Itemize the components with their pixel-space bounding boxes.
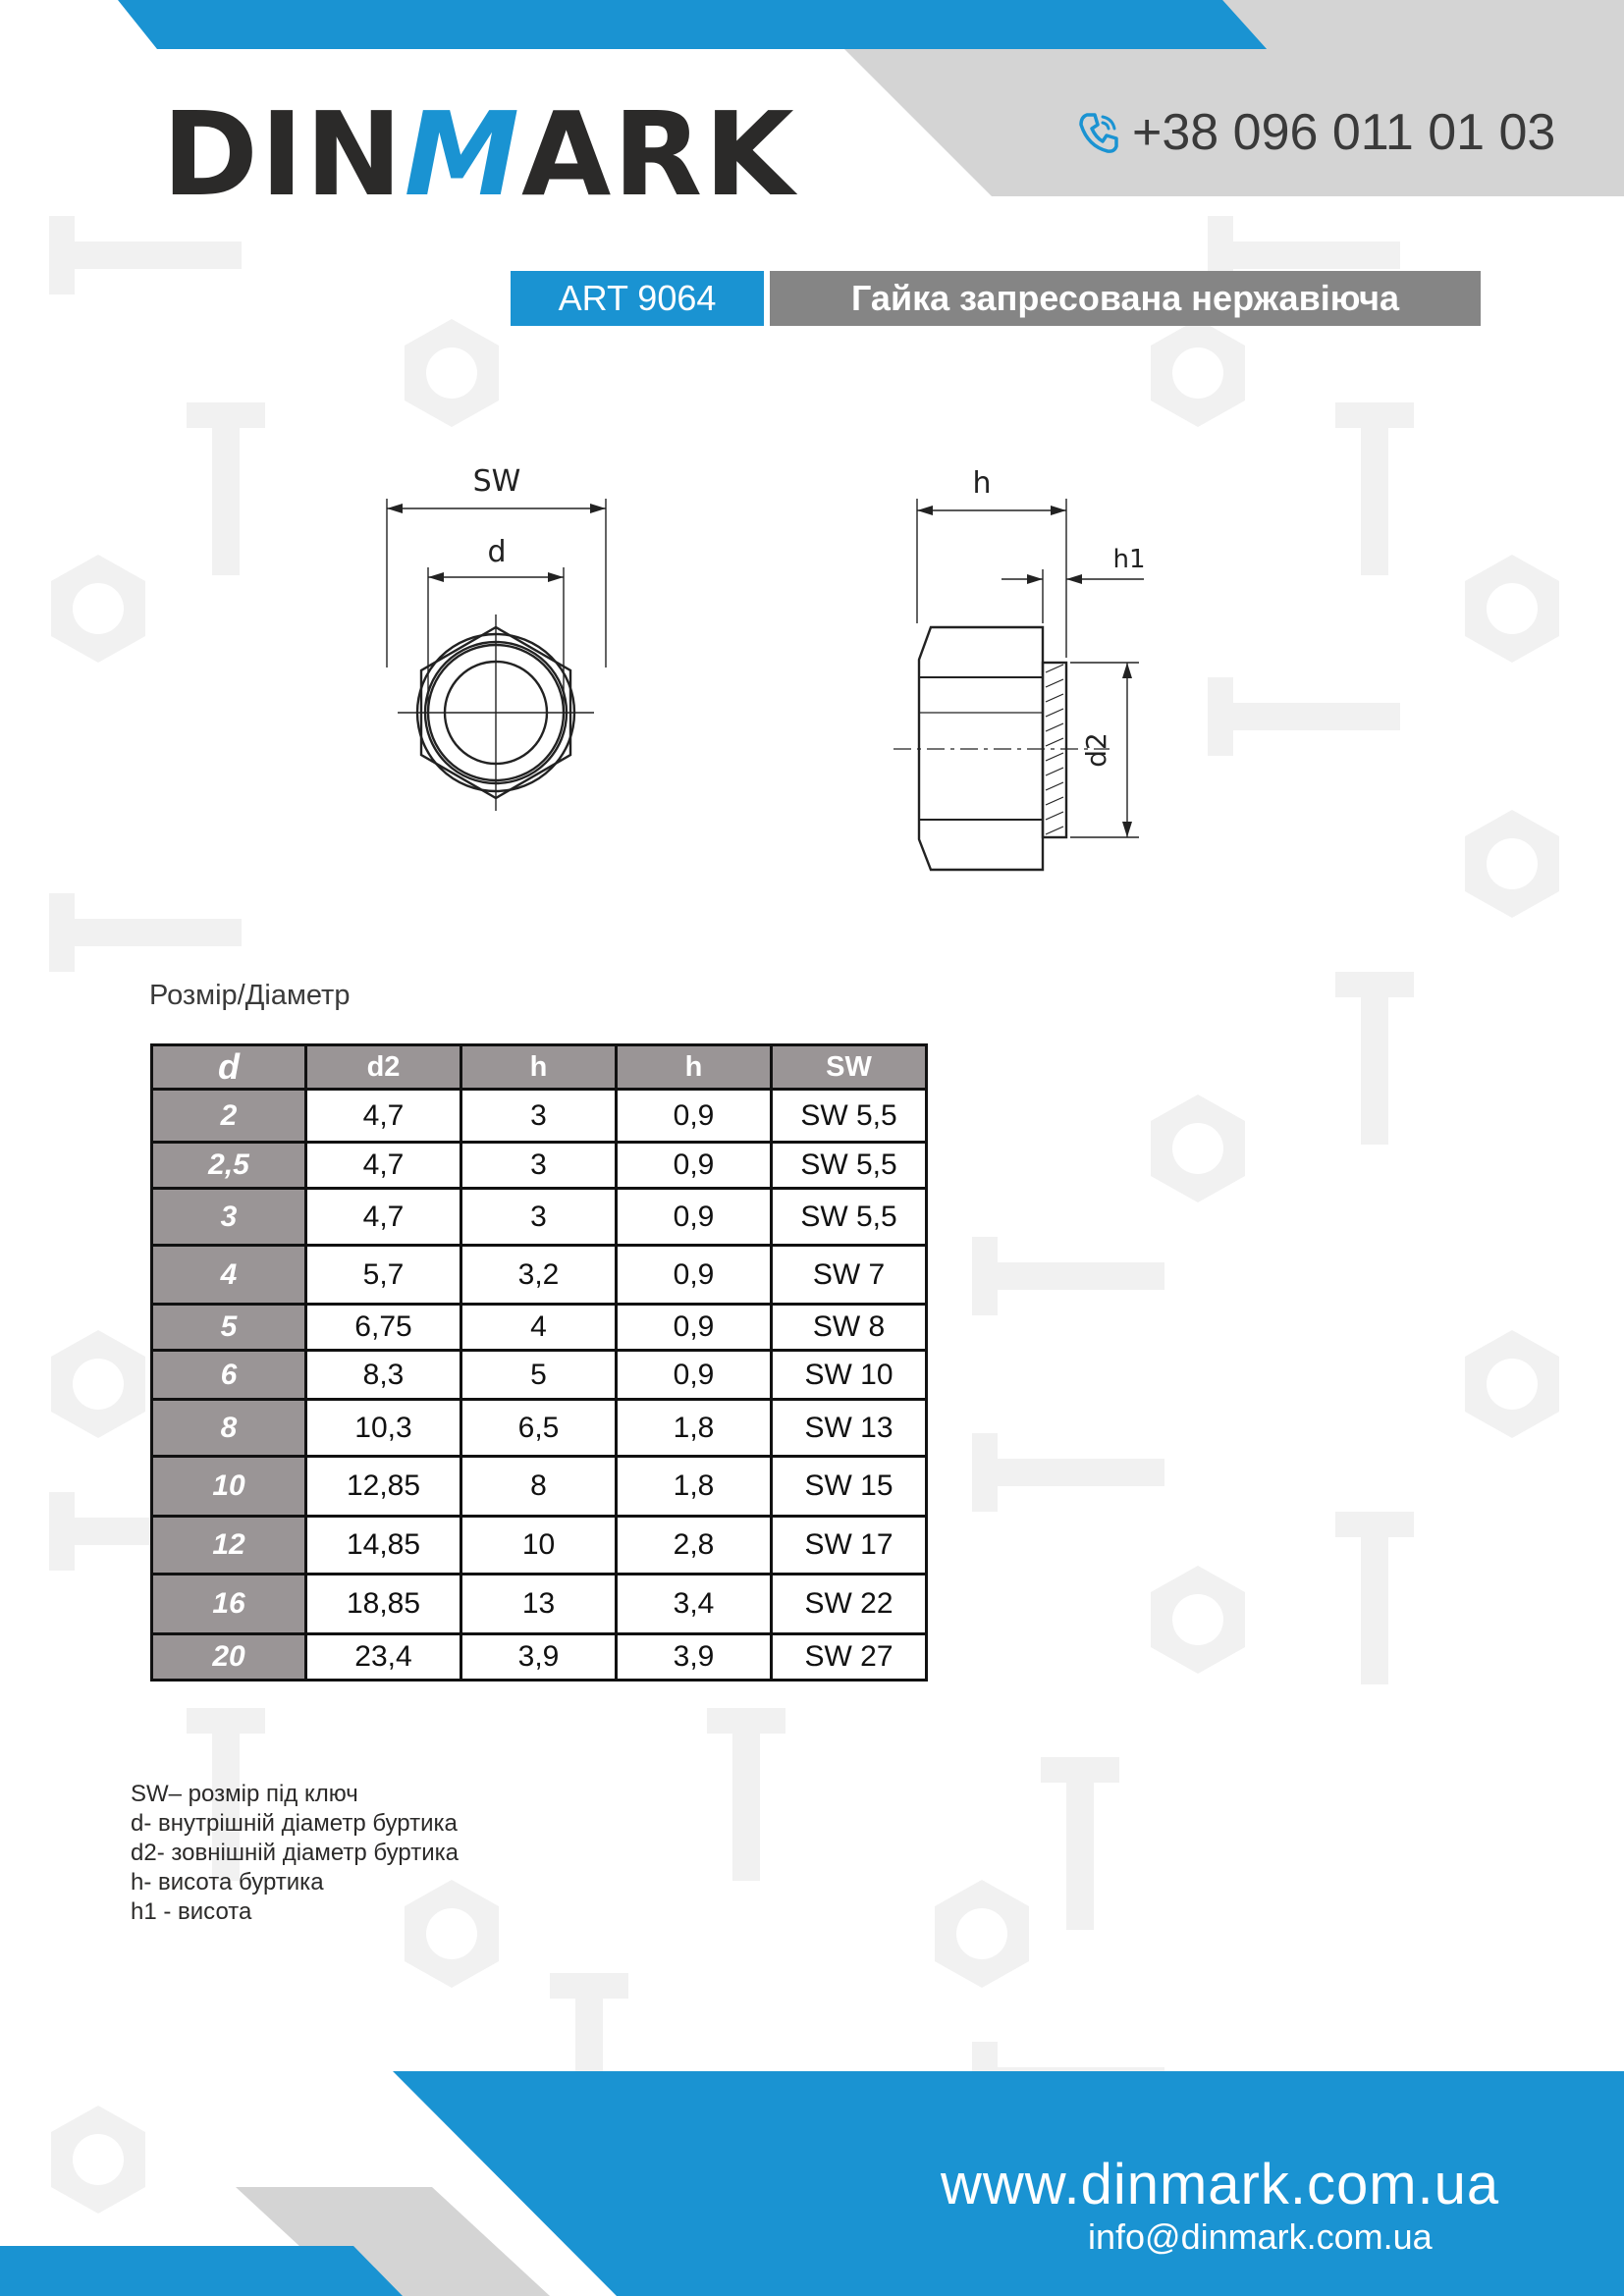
cell-h: 4 [461, 1305, 617, 1351]
cell-h: 3 [461, 1090, 617, 1143]
table-row [152, 1351, 927, 1400]
cell-h: 3,2 [461, 1246, 617, 1305]
cell-d: 16 [152, 1575, 306, 1634]
cell-d2: 8,3 [306, 1351, 461, 1400]
cell-sw: SW 8 [772, 1305, 927, 1351]
cell-h1: 3,4 [617, 1575, 772, 1634]
table-row [152, 1143, 927, 1189]
cell-sw: SW 17 [772, 1517, 927, 1575]
header-d2: d2 [306, 1045, 461, 1090]
cell-d: 20 [152, 1634, 306, 1681]
cell-sw: SW 27 [772, 1634, 927, 1681]
cell-sw: SW 15 [772, 1457, 927, 1517]
cell-h1: 0,9 [617, 1246, 772, 1305]
label-h1: h1 [1112, 545, 1146, 574]
table-row [152, 1305, 927, 1351]
cell-h1: 2,8 [617, 1517, 772, 1575]
dinmark-logo: DINMARK [162, 86, 796, 222]
header-d: d [152, 1045, 306, 1090]
label-d2: d2 [1080, 732, 1112, 768]
cell-h1: 0,9 [617, 1090, 772, 1143]
label-h: h [972, 466, 992, 501]
cell-h1: 0,9 [617, 1189, 772, 1246]
cell-d2: 14,85 [306, 1517, 461, 1575]
cell-h: 10 [461, 1517, 617, 1575]
cell-sw: SW 7 [772, 1246, 927, 1305]
cell-d: 8 [152, 1400, 306, 1457]
header-h: h [461, 1045, 617, 1090]
cell-h1: 0,9 [617, 1351, 772, 1400]
cell-d: 10 [152, 1457, 306, 1517]
cell-d: 6 [152, 1351, 306, 1400]
legend-item: h- висота буртика [131, 1869, 324, 1896]
cell-h: 3 [461, 1189, 617, 1246]
cell-h1: 0,9 [617, 1305, 772, 1351]
table-row [152, 1457, 927, 1517]
article-number: ART 9064 [511, 271, 764, 326]
cell-d2: 5,7 [306, 1246, 461, 1305]
cell-d: 5 [152, 1305, 306, 1351]
label-sw: SW [472, 464, 521, 499]
cell-d2: 6,75 [306, 1305, 461, 1351]
cell-h1: 0,9 [617, 1143, 772, 1189]
phone-contact[interactable] [1075, 103, 1555, 162]
cell-d2: 4,7 [306, 1090, 461, 1143]
cell-sw: SW 5,5 [772, 1189, 927, 1246]
cell-sw: SW 13 [772, 1400, 927, 1457]
product-title: Гайка запресована нержавіюча [770, 271, 1481, 326]
cell-sw: SW 22 [772, 1575, 927, 1634]
cell-d: 12 [152, 1517, 306, 1575]
email-link[interactable]: info@dinmark.com.ua [1088, 2216, 1433, 2257]
legend-item: h1 - висота [131, 1898, 252, 1925]
cell-d2: 4,7 [306, 1189, 461, 1246]
cell-d: 3 [152, 1189, 306, 1246]
cell-d: 2,5 [152, 1143, 306, 1189]
cell-h1: 1,8 [617, 1400, 772, 1457]
cell-d2: 4,7 [306, 1143, 461, 1189]
dimensions-table [150, 1043, 928, 1682]
legend-item: SW– розмір під ключ [131, 1781, 358, 1807]
cell-sw: SW 5,5 [772, 1090, 927, 1143]
cell-sw: SW 5,5 [772, 1143, 927, 1189]
legend-item: d2- зовнішній діаметр буртика [131, 1840, 459, 1866]
label-d: d [487, 535, 507, 569]
cell-h1: 1,8 [617, 1457, 772, 1517]
website-link[interactable]: www.dinmark.com.ua [941, 2153, 1500, 2216]
table-row [152, 1400, 927, 1457]
cell-h: 13 [461, 1575, 617, 1634]
cell-d2: 12,85 [306, 1457, 461, 1517]
cell-h: 5 [461, 1351, 617, 1400]
table-row [152, 1189, 927, 1246]
cell-h: 3 [461, 1143, 617, 1189]
table-row [152, 1090, 927, 1143]
header-h1: h [617, 1045, 772, 1090]
cell-h: 3,9 [461, 1634, 617, 1681]
cell-d: 4 [152, 1246, 306, 1305]
technical-drawing [324, 442, 1208, 952]
cell-h1: 3,9 [617, 1634, 772, 1681]
table-row [152, 1575, 927, 1634]
cell-d2: 18,85 [306, 1575, 461, 1634]
phone-number[interactable]: +38 096 011 01 03 [1132, 104, 1556, 161]
phone-icon [1075, 109, 1122, 156]
cell-d: 2 [152, 1090, 306, 1143]
table-row [152, 1246, 927, 1305]
cell-sw: SW 10 [772, 1351, 927, 1400]
header-sw: SW [772, 1045, 927, 1090]
cell-d2: 23,4 [306, 1634, 461, 1681]
legend-item: d- внутрішній діаметр буртика [131, 1810, 458, 1837]
legend [131, 1780, 459, 1927]
table-row [152, 1517, 927, 1575]
table-caption: Розмір/Діаметр [149, 980, 351, 1011]
table-header-row [152, 1045, 927, 1090]
cell-d2: 10,3 [306, 1400, 461, 1457]
cell-h: 8 [461, 1457, 617, 1517]
cell-h: 6,5 [461, 1400, 617, 1457]
table-row [152, 1634, 927, 1681]
